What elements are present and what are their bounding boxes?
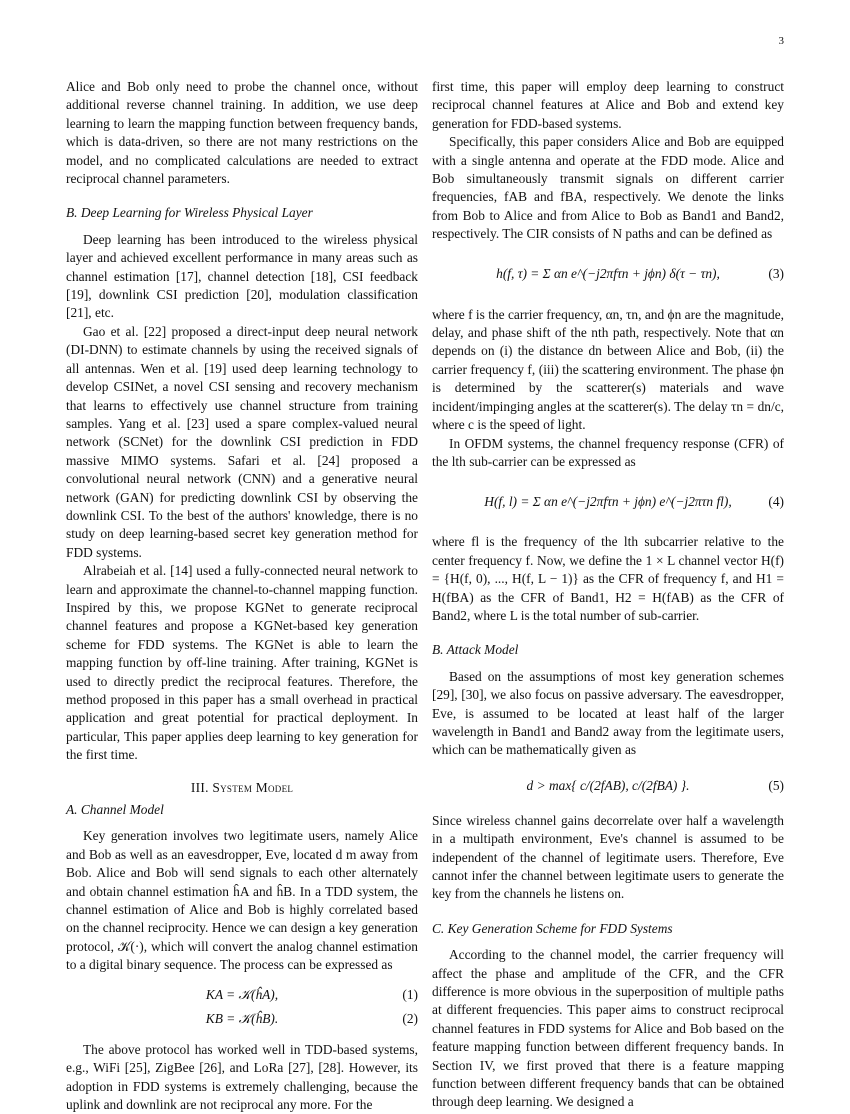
subsection-heading: A. Channel Model [66, 802, 164, 818]
paragraph: Specifically, this paper considers Alice and Bob are equipped with a single antenna and operate at the FDD mode. Alice and Bob simultaneously transmit signals on different carrier frequencies, fAB and fBA, respectively. We denote the links from Bob to Alice and from Alice to Bob as Band1 and Band2, respectively. The CIR consists of N paths and can be defined as [432, 134, 784, 242]
equation-number: (2) [402, 1011, 418, 1027]
paragraph: where fl is the frequency of the lth subcarrier relative to the center frequency f. Now, we define the 1 × L channel vector H(f) = {H(f, 0), ..., H(f, L − 1)} as the CFR of frequency f, and H1 = H(fBA) as the CFR of Band1, H2 = H(fAB) as the CFR of Band2, where L is the total number of sub-carrier. [432, 534, 784, 623]
section-heading: III. System Model [190, 779, 294, 795]
paragraph: first time, this paper will employ deep learning to construct reciprocal channel features at Alice and Bob and extend key generation for FDD-based systems. [432, 79, 784, 131]
paragraph: Since wireless channel gains decorrelate over half a wavelength in a multipath environment, Eve's channel is assumed to be independent of the channel of legitimate users. Therefore, Eve cannot infer the channel between legitimate users to generate the key from the channels he listens on. [432, 812, 784, 902]
equation-number: (3) [768, 266, 784, 282]
paragraph: In OFDM systems, the channel frequency response (CFR) of the lth sub-carrier can be expressed as [432, 435, 784, 469]
equation-1 [66, 985, 418, 1007]
equation-2 [66, 1009, 418, 1031]
subsection-heading: C. Key Generation Scheme for FDD Systems [432, 920, 673, 936]
subsection-heading: B. Attack Model [432, 642, 519, 658]
paragraph: Alrabeiah et al. [14] used a fully-connected neural network to learn and approximate the channel-to-channel mapping function. Inspired by this, we propose KGNet to generate reciprocal channel features and propose a KGNet-based key generation scheme for FDD systems. The KGNet is able to learn the mapping function by off-line training. After training, KGNet is used to directly predict the reciprocal features. Therefore, the method proposed in this paper has a small overhead in practical application and great potential for practical deployment. In particular, This paper applies deep learning to key generation for the first time. [66, 563, 418, 763]
equation-number: (4) [768, 494, 784, 510]
left-column [66, 78, 418, 1114]
equation-3 [432, 252, 784, 298]
paragraph: The above protocol has worked well in TDD-based systems, e.g., WiFi [25], ZigBee [26], and LoRa [27], [28]. However, its adoption in FDD systems is extremely challenging, because the uplink and downlink are not reciprocal any more. For the [66, 1041, 418, 1112]
paragraph: According to the channel model, the carrier frequency will affect the phase and amplitude of the CFR, and the CFR difference is more obvious in the superposition of multiple paths at different frequencies. This paper aims to construct reciprocal channel features in FDD systems for Alice and Bob based on the feature mapping function between different frequency bands. In Section IV, we first proved that there is a feature mapping function between different frequency bands that can be obtained through deep learning. We designed a [432, 947, 784, 1110]
paragraph: Alice and Bob only need to probe the channel once, without additional reverse channel training. In addition, we use deep learning to learn the mapping function between frequency bands, which is data-driven, so there are not many restrictions on the model, and no complicated calculations are needed to extract reciprocal channel parameters. [66, 79, 418, 187]
equation-body: KB = 𝒦(ĥB). [205, 1011, 279, 1027]
equation-body: d > max{ c/(2fAB), c/(2fBA) }. [526, 777, 690, 793]
equation-number: (1) [402, 987, 418, 1003]
equation-body: H(f, l) = Σ αn e^(−j2πfτn + jϕn) e^(−j2πτn fl), [484, 494, 732, 510]
subsection-heading: B. Deep Learning for Wireless Physical Layer [66, 205, 313, 221]
equation-body: KA = 𝒦(ĥA), [205, 987, 279, 1003]
equation-4 [432, 479, 784, 525]
equation-5 [432, 768, 784, 804]
paragraph: Deep learning has been introduced to the wireless physical layer and achieved excellent performance in many areas such as channel estimation [17], channel detection [18], CSI feedback [19], downlink CSI prediction [20], modulation classification [21], etc. [66, 231, 418, 321]
page-number: 3 [778, 35, 784, 47]
equation-body: h(f, τ) = Σ αn e^(−j2πfτn + jϕn) δ(τ − τn), [496, 266, 720, 282]
equation-number: (5) [768, 777, 784, 793]
right-column [432, 78, 784, 1112]
paragraph: Gao et al. [22] proposed a direct-input deep neural network (DI-DNN) to estimate channels by using the received signals of all antennas. Wen et al. [19] used deep learning technology to develop CSINet, a novel CSI sensing and recovery mechanism that learns to effectively use channel structure from training samples. Yang et al. [23] used a spare complex-valued neural network (SCNet) for the downlink CSI prediction in FDD massive MIMO systems. Safari et al. [24] proposed a convolutional neural network (CNN) and a generative neural network (GAN) for predicting downlink CSI by observing the downlink CSI. To the best of the authors' knowledge, there is no study on deep learning-based secret key generation method for FDD systems. [66, 323, 418, 560]
paragraph: Based on the assumptions of most key generation schemes [29], [30], we also focus on passive adversary. The eavesdropper, Eve, is assumed to be located at least half of the larger wavelength in Band1 and Band2 away from the legitimate users, which can be mathematically given as [432, 668, 784, 758]
paragraph: Key generation involves two legitimate users, namely Alice and Bob as well as an eavesdropper, Eve, located d m away from Bob. Alice and Bob will send signals to each other alternately and obtain channel estimation ĥA and ĥB. In a TDD system, the channel estimation of Alice and Bob is highly correlated based on the channel reciprocity. Hence we can design a key generation protocol, 𝒦(·), which will convert the analog channel estimation to a digital binary sequence. The process can be expressed as [66, 828, 418, 973]
paragraph: where f is the carrier frequency, αn, τn, and ϕn are the magnitude, delay, and phase shift of the nth path, respectively. Note that αn depends on (i) the distance dn between Alice and Bob, (ii) the carrier frequency f, (iii) the scattering environment. The phase ϕn is determined by the scatterer(s) materials and wave incident/impinging angles at the scatterer(s). The delay τn = dn/c, where c is the speed of light. [432, 306, 784, 433]
